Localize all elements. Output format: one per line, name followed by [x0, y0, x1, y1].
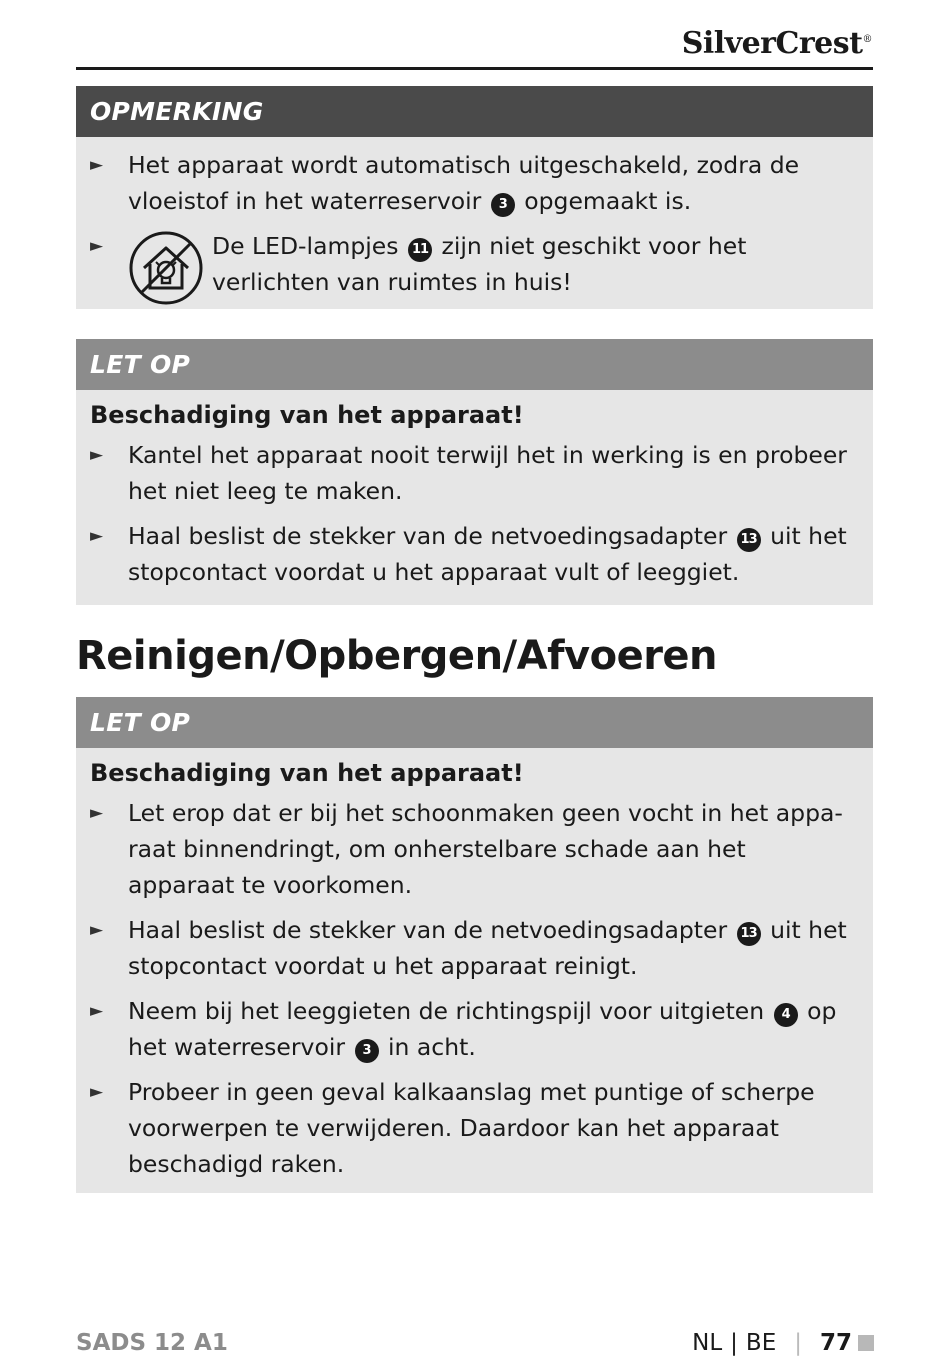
ref-number: 4 — [774, 1003, 798, 1027]
list-item: ► Probeer in geen geval kalkaanslag met puntige of scherpe voorwerpen te verwijderen. Daardoor kan het apparaat beschadigd raken. — [90, 1074, 853, 1182]
caution-title: LET OP — [76, 697, 873, 748]
footer-model: SADS 12 A1 — [76, 1330, 228, 1356]
ref-number: 3 — [355, 1039, 379, 1063]
list-item: ► Kantel het apparaat nooit terwijl het in werking is en probeer het niet leeg te maken. — [90, 437, 853, 509]
ref-number: 13 — [737, 528, 761, 552]
footer-lang-be: BE — [745, 1330, 777, 1356]
no-room-lighting-icon — [128, 230, 204, 306]
brand-mark: ® — [862, 34, 872, 45]
bullet-arrow-icon: ► — [90, 236, 104, 256]
page-number: 77 — [819, 1330, 852, 1356]
page-marker-icon — [858, 1335, 874, 1351]
brand-name: SilverCrest — [681, 26, 863, 61]
ref-number: 13 — [737, 922, 761, 946]
ref-number: 11 — [408, 238, 432, 262]
bullet-arrow-icon: ► — [90, 155, 104, 175]
ref-number: 3 — [491, 193, 515, 217]
footer-separator: | — [730, 1330, 738, 1356]
bullet-arrow-icon: ► — [90, 920, 104, 940]
bullet-arrow-icon: ► — [90, 526, 104, 546]
list-item: ► Haal beslist de stekker van de netvoedingsadapter 13 uit het stopcontact voordat u het apparaat reinigt. — [90, 912, 853, 984]
list-item: ► Let erop dat er bij het schoonmaken geen vocht in het appa-raat binnendringt, om onherstelbare schade aan het apparaat te voorkomen. — [90, 795, 853, 903]
caution-subtitle: Beschadiging van het apparaat! — [90, 401, 524, 429]
brand-logo — [682, 26, 872, 61]
bullet-arrow-icon: ► — [90, 803, 104, 823]
caution-box-2 — [76, 697, 873, 1193]
footer-nav — [692, 1330, 874, 1356]
caution-title: LET OP — [76, 339, 873, 390]
opmerking-box — [76, 86, 873, 309]
opmerking-title: OPMERKING — [76, 86, 873, 137]
bullet-arrow-icon: ► — [90, 1082, 104, 1102]
header-rule — [76, 67, 873, 70]
section-title: Reinigen/Opbergen/Afvoeren — [76, 633, 718, 679]
list-item: ► Haal beslist de stekker van de netvoedingsadapter 13 uit het stopcontact voordat u het apparaat vult of leeggiet. — [90, 518, 853, 590]
list-item: ► Het apparaat wordt automatisch uitgeschakeld, zodra de vloeistof in het waterreservoir 3 opgemaakt is. — [90, 147, 853, 219]
footer-lang-nl: NL — [692, 1330, 723, 1356]
list-item: ► De LED-lampjes 11 zijn niet geschikt voor het verlichten van ruimtes in huis! — [90, 228, 853, 306]
caution-subtitle: Beschadiging van het apparaat! — [90, 759, 524, 787]
footer-divider: | — [794, 1330, 802, 1356]
list-item: ► Neem bij het leeggieten de richtingspijl voor uitgieten 4 op het waterreservoir 3 in acht. — [90, 993, 853, 1065]
caution-box-1 — [76, 339, 873, 605]
bullet-arrow-icon: ► — [90, 1001, 104, 1021]
bullet-arrow-icon: ► — [90, 445, 104, 465]
